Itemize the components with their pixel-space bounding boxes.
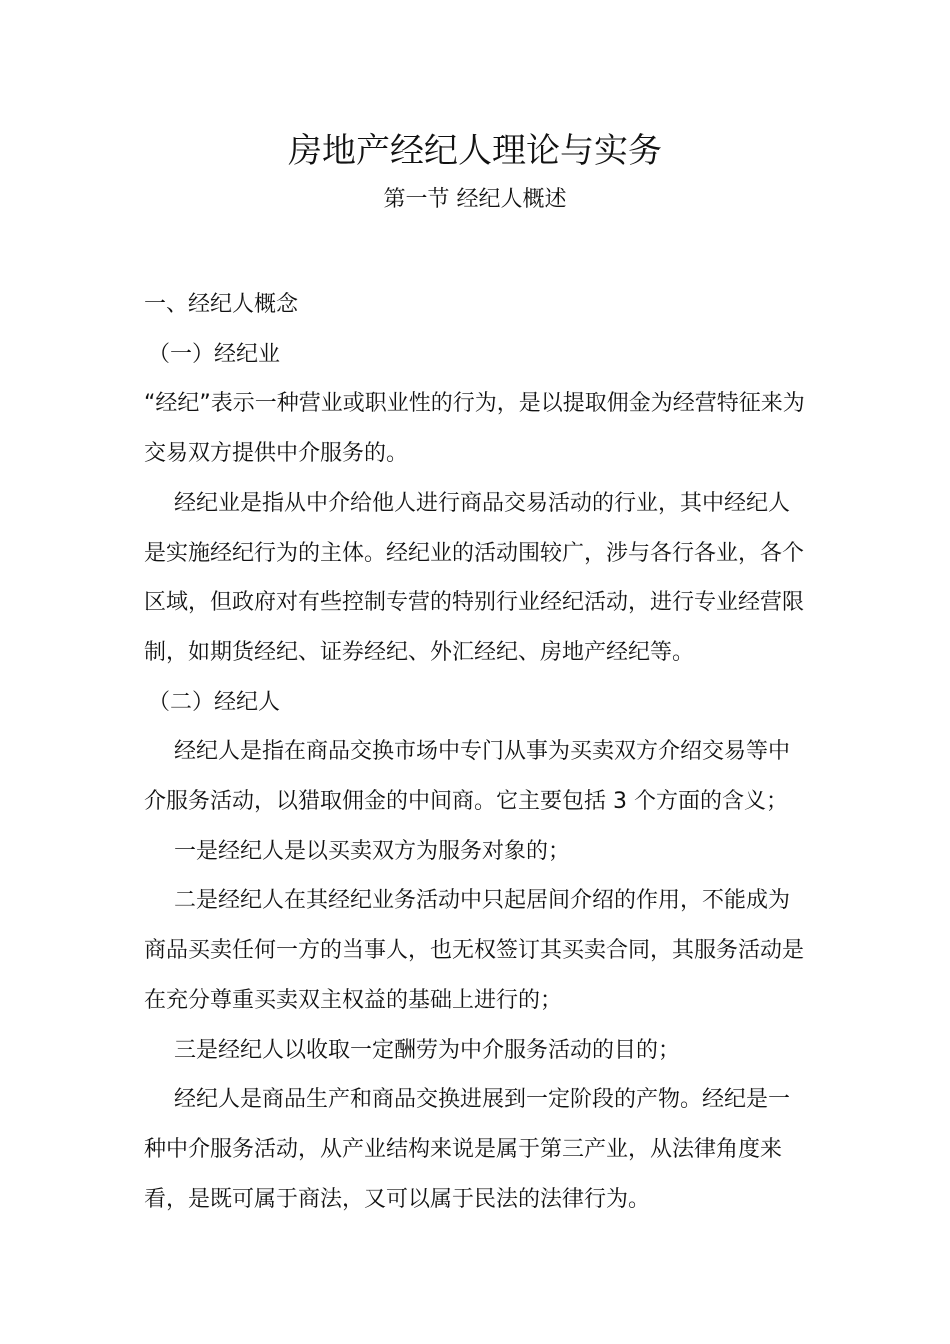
paragraph-meaning-two: 二是经纪人在其经纪业务活动中只起居间介绍的作用，不能成为商品买卖任何一方的当事人，也无权签订其买卖合同，其服务活动是在充分尊重买卖双主权益的基础上进行的； <box>144 888 805 1013</box>
paragraph-meaning-one: 一是经纪人是以买卖双方为服务对象的； <box>174 838 571 864</box>
document-body <box>144 280 808 1224</box>
document-title: 房地产经纪人理论与实务 <box>288 131 662 171</box>
paragraph-brokerage-industry: 经纪业是指从中介给他人进行商品交易活动的行业，其中经纪人是实施经纪行为的主体。经纪业的活动围较广，涉与各行各业，各个区域，但政府对有些控制专营的特别行业经纪活动，进行专业经营限制，如期货经纪、证券经纪、外汇经纪、房地产经纪等。 <box>144 490 805 665</box>
paragraph-meaning-three: 三是经纪人以收取一定酬劳为中介服务活动的目的； <box>174 1037 681 1063</box>
section-subtitle: 第一节 经纪人概述 <box>383 187 567 212</box>
paragraph-definition: “经纪”表示一种营业或职业性的行为，是以提取佣金为经营特征来为交易双方提供中介服务的。 <box>144 391 805 467</box>
paragraph-broker-definition: 经纪人是指在商品交换市场中专门从事为买卖双方介绍交易等中介服务活动，以猎取佣金的中间商。它主要包括 3 个方面的含义； <box>144 739 791 815</box>
paragraph-broker-origin: 经纪人是商品生产和商品交换进展到一定阶段的产物。经纪是一种中介服务活动，从产业结构来说是属于第三产业，从法律角度来看，是既可属于商法，又可以属于民法的法律行为。 <box>144 1087 791 1212</box>
heading-concept: 一、经纪人概念 <box>144 292 299 317</box>
subheading-brokerage-industry: （一）经纪业 <box>148 341 281 367</box>
subheading-broker: （二）经纪人 <box>148 689 281 715</box>
